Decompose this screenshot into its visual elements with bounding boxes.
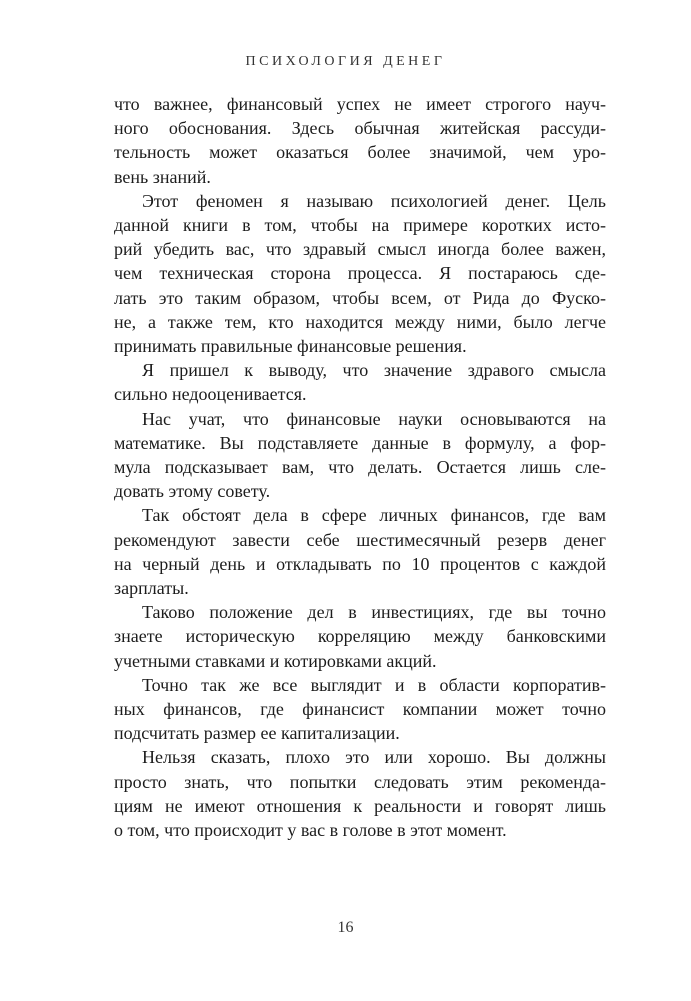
text-line: принимать правильные финансовые решения. bbox=[114, 336, 467, 357]
text-line: Так обстоят дела в сфере личных финансов, где вам bbox=[142, 505, 606, 526]
text-line: ного обоснования. Здесь обычная житейская рассуди- bbox=[114, 118, 606, 139]
text-line: Нельзя сказать, плохо это или хорошо. Вы должны bbox=[142, 747, 606, 768]
text-line: чем техническая сторона процесса. Я постараюсь сде- bbox=[114, 263, 606, 284]
text-line: вень знаний. bbox=[114, 166, 211, 187]
text-line: сильно недооценивается. bbox=[114, 384, 307, 405]
text-line: ных финансов, где финансист компании может точно bbox=[114, 699, 606, 720]
text-line: математике. Вы подставляете данные в формулу, а фор- bbox=[114, 432, 606, 453]
text-line: Нас учат, что финансовые науки основываются на bbox=[142, 408, 606, 429]
text-line: циям не имеют отношения к реальности и говорят лишь bbox=[114, 795, 606, 816]
text-line: рекомендуют завести себе шестимесячный резерв денег bbox=[114, 529, 606, 550]
page-number: 16 bbox=[337, 919, 354, 936]
text-line: Этот феномен я называю психологией денег. Цель bbox=[142, 190, 606, 211]
body-text bbox=[114, 92, 606, 842]
running-header: ПСИХОЛОГИЯ ДЕНЕГ bbox=[245, 54, 446, 69]
text-line: лать это таким образом, чтобы всем, от Рида до Фуско- bbox=[114, 287, 606, 308]
text-line: что важнее, финансовый успех не имеет строгого науч- bbox=[114, 94, 606, 114]
text-line: рий убедить вас, что здравый смысл иногда более важен, bbox=[114, 239, 606, 260]
text-line: просто знать, что попытки следовать этим рекоменда- bbox=[114, 771, 606, 792]
text-line: учетными ставками и котировками акций. bbox=[114, 650, 437, 671]
text-line: о том, что происходит у вас в голове в этот момент. bbox=[114, 820, 507, 841]
text-line: тельность может оказаться более значимой, чем уро- bbox=[114, 142, 606, 163]
text-line: не, а также тем, кто находится между ними, было легче bbox=[114, 311, 606, 332]
text-line: на черный день и откладывать по 10 процентов с каждой bbox=[114, 553, 606, 574]
text-line: данной книги в том, чтобы на примере коротких исто- bbox=[114, 215, 606, 236]
text-line: подсчитать размер ее капитализации. bbox=[114, 723, 400, 744]
text-line: мула подсказывает вам, что делать. Остается лишь сле- bbox=[114, 457, 606, 478]
text-line: довать этому совету. bbox=[114, 481, 271, 502]
text-line: знаете историческую корреляцию между банковскими bbox=[114, 626, 606, 647]
text-line: Точно так же все выглядит и в области корпоратив- bbox=[142, 674, 606, 695]
text-line: Я пришел к выводу, что значение здравого смысла bbox=[142, 360, 606, 381]
text-line: Таково положение дел в инвестициях, где вы точно bbox=[142, 602, 606, 623]
text-line: зарплаты. bbox=[114, 578, 189, 599]
